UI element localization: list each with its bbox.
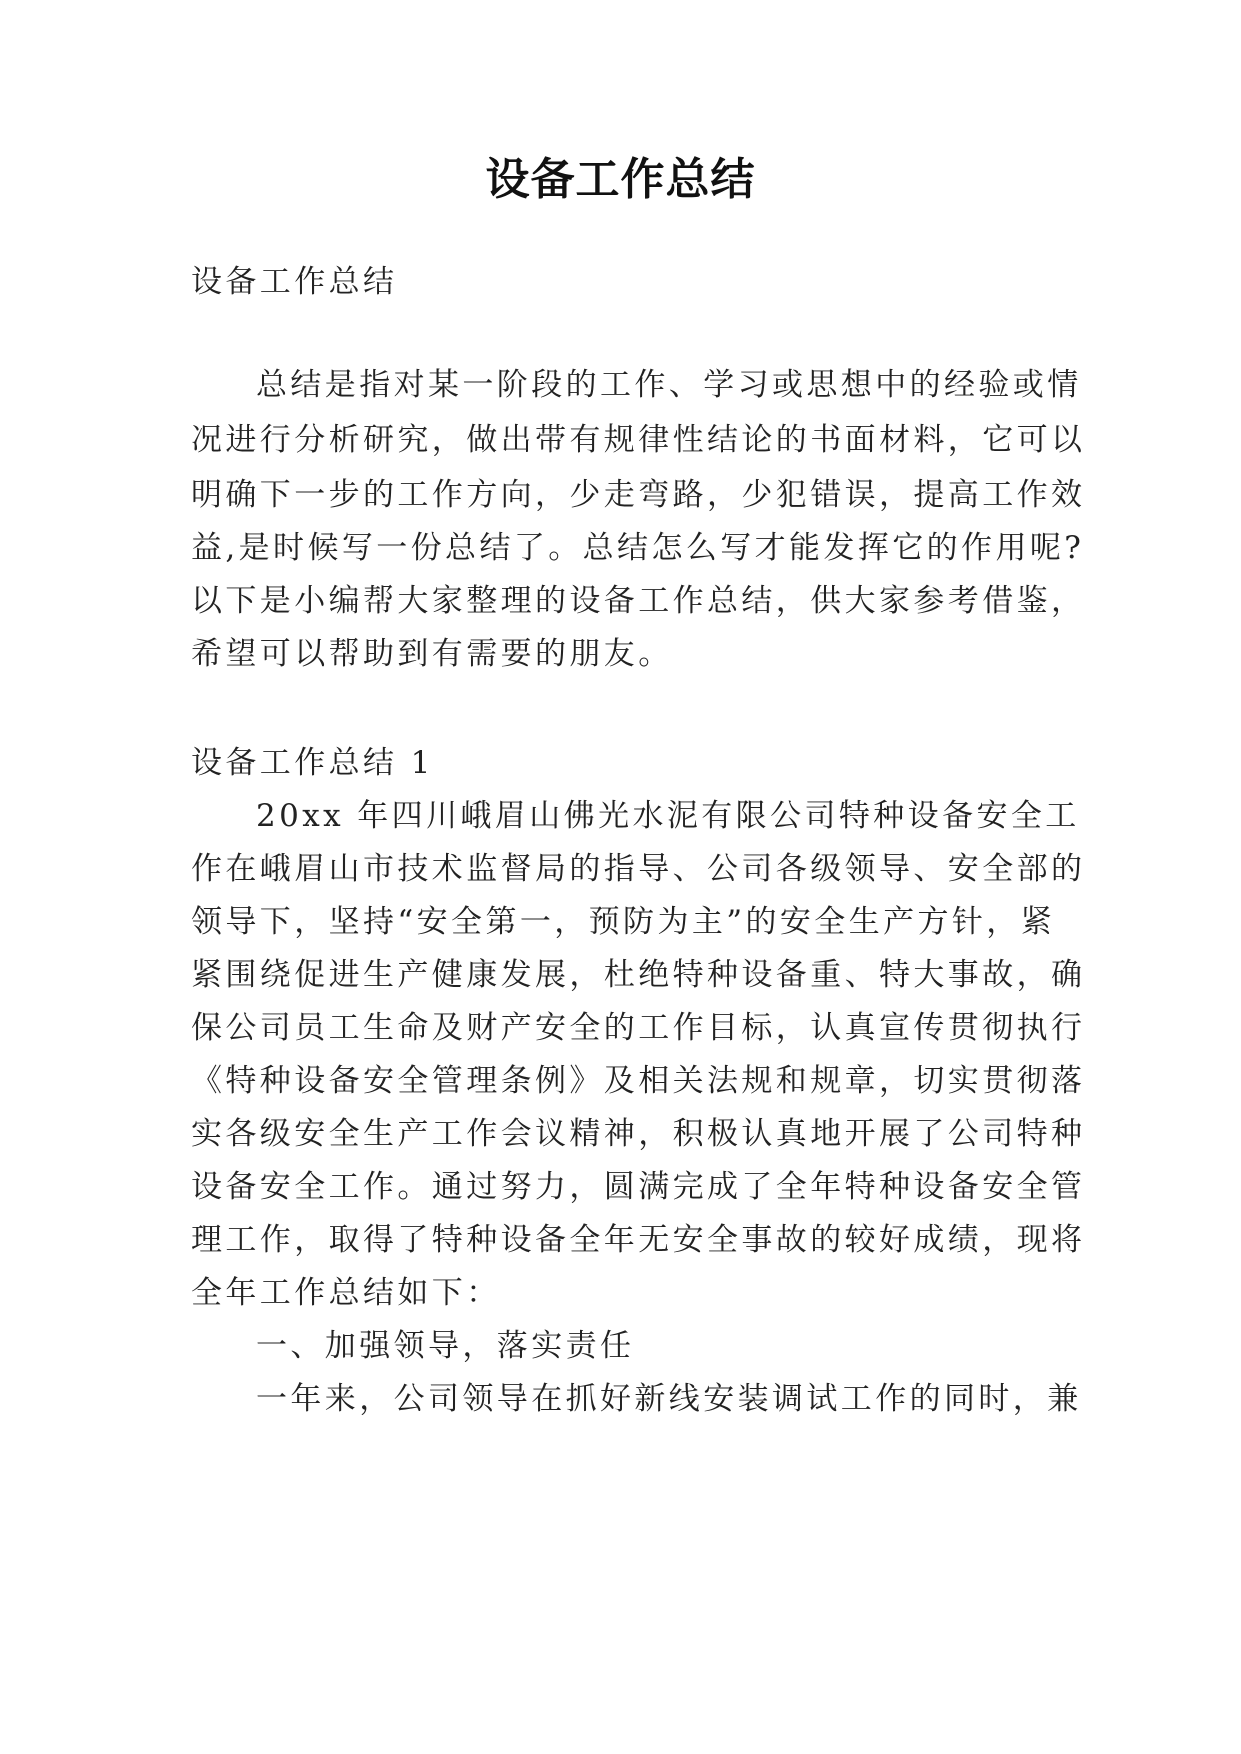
section-line-4: 紧围绕促进生产健康发展，杜绝特种设备重、特大事故，确 <box>191 957 1086 993</box>
intro-line-5: 以下是小编帮大家整理的设备工作总结，供大家参考借鉴， <box>191 583 1086 619</box>
section-line-9: 理工作，取得了特种设备全年无安全事故的较好成绩，现将 <box>191 1222 1086 1258</box>
section-line-1: 20xx 年四川峨眉山佛光水泥有限公司特种设备安全工 <box>256 798 1080 834</box>
subheading-1: 一、加强领导，落实责任 <box>256 1328 635 1364</box>
intro-line-6: 希望可以帮助到有需要的朋友。 <box>191 636 673 672</box>
intro-line-1: 总结是指对某一阶段的工作、学习或思想中的经验或情 <box>256 367 1082 403</box>
section-line-8: 设备安全工作。通过努力，圆满完成了全年特种设备安全管 <box>191 1169 1086 1205</box>
section-line-3: 领导下，坚持“安全第一，预防为主”的安全生产方针，紧 <box>191 904 1056 940</box>
document-title: 设备工作总结 <box>485 154 756 205</box>
section-line-2: 作在峨眉山市技术监督局的指导、公司各级领导、安全部的 <box>191 851 1086 887</box>
section-line-6: 《特种设备安全管理条例》及相关法规和规章，切实贯彻落 <box>191 1063 1086 1099</box>
paragraph-2-line-1: 一年来，公司领导在抓好新线安装调试工作的同时，兼 <box>256 1381 1082 1417</box>
intro-line-4: 益,是时候写一份总结了。总结怎么写才能发挥它的作用呢? <box>191 530 1085 566</box>
section-line-7: 实各级安全生产工作会议精神，积极认真地开展了公司特种 <box>191 1116 1086 1152</box>
section-line-10: 全年工作总结如下： <box>191 1275 501 1311</box>
intro-line-3: 明确下一步的工作方向，少走弯路，少犯错误，提高工作效 <box>191 477 1086 513</box>
section-heading: 设备工作总结 1 <box>191 745 434 781</box>
intro-line-2: 况进行分析研究，做出带有规律性结论的书面材料，它可以 <box>191 422 1086 458</box>
section-line-5: 保公司员工生命及财产安全的工作目标，认真宣传贯彻执行 <box>191 1010 1086 1046</box>
document-subtitle: 设备工作总结 <box>191 264 398 300</box>
